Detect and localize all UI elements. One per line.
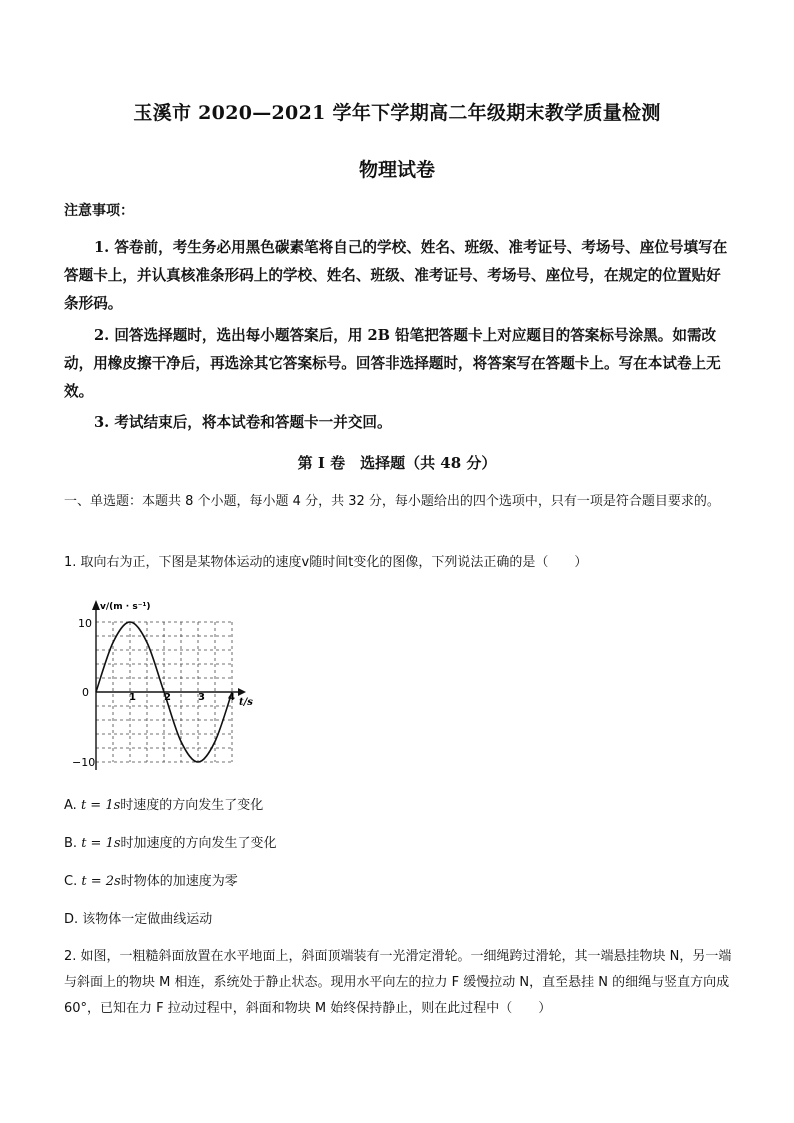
q1-option-b[interactable] bbox=[64, 832, 277, 851]
option-text: 该物体一定做曲线运动 bbox=[82, 912, 213, 927]
velocity-time-graph bbox=[68, 592, 268, 777]
y-axis-label: v/(m · s⁻¹) bbox=[100, 602, 151, 612]
option-text: 时物体的加速度为零 bbox=[120, 874, 238, 889]
section-title: 第 I 卷 选择题（共 48 分） bbox=[297, 454, 497, 472]
option-variable: t = 1s bbox=[80, 798, 121, 813]
option-variable: t = 2s bbox=[81, 874, 121, 889]
section-intro: 一、单选题：本题共 8 个小题，每小题 4 分，共 32 分，每小题给出的四个选项中，只有一项是符合题目要求的。 bbox=[64, 494, 720, 509]
y-axis-arrow-icon bbox=[92, 600, 100, 610]
option-letter: C. bbox=[64, 874, 78, 889]
x-tick-4: 4 bbox=[228, 692, 235, 703]
notice-item-2: 2. 回答选择题时，选出每小题答案后，用 2B 铅笔把答题卡上对应题目的答案标号涂黑。如需改动，用橡皮擦干净后，再选涂其它答案标号。回答非选择题时，将答案写在答题卡上。写在本试卷上无效。 bbox=[64, 327, 721, 400]
y-tick-neg10: −10 bbox=[72, 756, 96, 769]
x-axis-arrow-icon bbox=[238, 688, 246, 696]
x-tick-3: 3 bbox=[198, 692, 205, 703]
q1-option-d[interactable] bbox=[64, 908, 212, 927]
question-1-stem: 1. 取向右为正，下图是某物体运动的速度v随时间t变化的图像，下列说法正确的是（ ） bbox=[64, 555, 588, 570]
option-letter: B. bbox=[64, 836, 78, 851]
option-text: 时加速度的方向发生了变化 bbox=[120, 836, 277, 851]
notice-item-3: 3. 考试结束后，将本试卷和答题卡一并交回。 bbox=[94, 414, 392, 431]
option-text: 时速度的方向发生了变化 bbox=[120, 798, 264, 813]
question-2-stem: 2. 如图，一粗糙斜面放置在水平地面上，斜面顶端装有一光滑定滑轮。一细绳跨过滑轮，其一端悬挂物块 N，另一端与斜面上的物块 M 相连，系统处于静止状态。现用水平向左的拉力 F 缓慢拉动 N，直至悬挂 N 的细绳与竖直方向成 60°，已知在力 F 拉动过程中，斜面和物块 M 始终保持静止，则在此过程中（ ） bbox=[64, 949, 732, 1016]
q1-option-a[interactable] bbox=[64, 794, 263, 813]
q1-option-c[interactable] bbox=[64, 870, 238, 889]
notice-item-1: 1. 答卷前，考生务必用黑色碳素笔将自己的学校、姓名、班级、准考证号、考场号、座位号填写在答题卡上，并认真核准条形码上的学校、姓名、班级、准考证号、考场号、座位号，在规定的位置贴好条形码。 bbox=[64, 239, 728, 312]
y-tick-0: 0 bbox=[82, 686, 89, 699]
x-tick-1: 1 bbox=[129, 692, 136, 703]
y-tick-10: 10 bbox=[78, 617, 92, 630]
exam-subtitle: 物理试卷 bbox=[358, 159, 435, 181]
exam-title: 玉溪市 2020—2021 学年下学期高二年级期末教学质量检测 bbox=[133, 102, 661, 124]
option-letter: A. bbox=[64, 798, 77, 813]
x-axis-label: t/s bbox=[239, 697, 253, 708]
option-variable: t = 1s bbox=[81, 836, 121, 851]
notice-heading: 注意事项： bbox=[64, 203, 134, 219]
option-letter: D. bbox=[64, 912, 79, 927]
x-tick-2: 2 bbox=[164, 692, 171, 703]
